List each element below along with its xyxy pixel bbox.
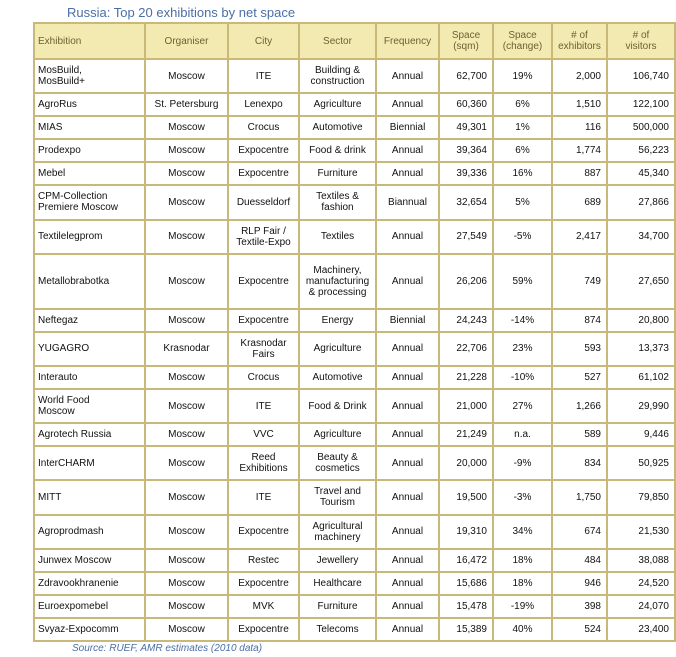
frequency-cell: Annual bbox=[376, 515, 439, 549]
sector-cell: Telecoms bbox=[299, 618, 376, 641]
frequency-cell: Annual bbox=[376, 93, 439, 116]
city-cell: Expocentre bbox=[228, 572, 299, 595]
sector-cell: Textiles & fashion bbox=[299, 185, 376, 219]
space-sqm-cell: 20,000 bbox=[439, 446, 493, 480]
exhibition-cell: Mebel bbox=[34, 162, 145, 185]
visitors-cell: 122,100 bbox=[607, 93, 675, 116]
frequency-cell: Annual bbox=[376, 254, 439, 309]
organiser-cell: Moscow bbox=[145, 254, 228, 309]
frequency-cell: Annual bbox=[376, 480, 439, 514]
space-change-cell: -5% bbox=[493, 220, 552, 254]
organiser-cell: Moscow bbox=[145, 139, 228, 162]
organiser-cell: Moscow bbox=[145, 162, 228, 185]
city-cell: Krasnodar Fairs bbox=[228, 332, 299, 366]
sector-cell: Furniture bbox=[299, 595, 376, 618]
organiser-cell: Moscow bbox=[145, 549, 228, 572]
space-change-cell: 18% bbox=[493, 572, 552, 595]
organiser-cell: Moscow bbox=[145, 572, 228, 595]
city-cell: ITE bbox=[228, 59, 299, 93]
city-cell: ITE bbox=[228, 389, 299, 423]
exhibitors-cell: 2,417 bbox=[552, 220, 607, 254]
space-sqm-cell: 24,243 bbox=[439, 309, 493, 332]
sector-cell: Automotive bbox=[299, 366, 376, 389]
visitors-cell: 79,850 bbox=[607, 480, 675, 514]
exhibitors-cell: 749 bbox=[552, 254, 607, 309]
sector-cell: Agriculture bbox=[299, 332, 376, 366]
space-change-cell: 6% bbox=[493, 93, 552, 116]
space-change-cell: 40% bbox=[493, 618, 552, 641]
table-row bbox=[34, 572, 675, 595]
sector-cell: Agricultural machinery bbox=[299, 515, 376, 549]
sector-cell: Food & Drink bbox=[299, 389, 376, 423]
organiser-cell: Moscow bbox=[145, 618, 228, 641]
city-cell: Expocentre bbox=[228, 618, 299, 641]
organiser-cell: Moscow bbox=[145, 595, 228, 618]
exhibitors-cell: 593 bbox=[552, 332, 607, 366]
exhibition-cell: Textilelegprom bbox=[34, 220, 145, 254]
column-header: Space (change) bbox=[493, 23, 552, 59]
exhibitors-cell: 527 bbox=[552, 366, 607, 389]
column-header: City bbox=[228, 23, 299, 59]
exhibition-cell: AgroRus bbox=[34, 93, 145, 116]
table-row bbox=[34, 480, 675, 514]
column-header: Exhibition bbox=[34, 23, 145, 59]
space-change-cell: 19% bbox=[493, 59, 552, 93]
source-note: Source: RUEF, AMR estimates (2010 data) bbox=[72, 643, 263, 654]
organiser-cell: Moscow bbox=[145, 59, 228, 93]
space-sqm-cell: 21,000 bbox=[439, 389, 493, 423]
frequency-cell: Annual bbox=[376, 572, 439, 595]
exhibition-cell: Interauto bbox=[34, 366, 145, 389]
frequency-cell: Annual bbox=[376, 595, 439, 618]
sector-cell: Machinery, manufacturing & processing bbox=[299, 254, 376, 309]
space-sqm-cell: 21,249 bbox=[439, 423, 493, 446]
organiser-cell: Moscow bbox=[145, 480, 228, 514]
table-row bbox=[34, 254, 675, 309]
space-sqm-cell: 21,228 bbox=[439, 366, 493, 389]
table-row bbox=[34, 515, 675, 549]
column-header: Organiser bbox=[145, 23, 228, 59]
frequency-cell: Annual bbox=[376, 618, 439, 641]
exhibitors-cell: 689 bbox=[552, 185, 607, 219]
organiser-cell: Moscow bbox=[145, 366, 228, 389]
city-cell: Expocentre bbox=[228, 162, 299, 185]
space-change-cell: -14% bbox=[493, 309, 552, 332]
space-change-cell: 23% bbox=[493, 332, 552, 366]
visitors-cell: 23,400 bbox=[607, 618, 675, 641]
frequency-cell: Biennial bbox=[376, 116, 439, 139]
space-sqm-cell: 32,654 bbox=[439, 185, 493, 219]
table-title: Russia: Top 20 exhibitions by net space bbox=[67, 5, 296, 20]
frequency-cell: Biannual bbox=[376, 185, 439, 219]
organiser-cell: St. Petersburg bbox=[145, 93, 228, 116]
organiser-cell: Moscow bbox=[145, 446, 228, 480]
visitors-cell: 21,530 bbox=[607, 515, 675, 549]
visitors-cell: 27,650 bbox=[607, 254, 675, 309]
visitors-cell: 24,520 bbox=[607, 572, 675, 595]
space-change-cell: -3% bbox=[493, 480, 552, 514]
visitors-cell: 50,925 bbox=[607, 446, 675, 480]
visitors-cell: 29,990 bbox=[607, 389, 675, 423]
sector-cell: Agriculture bbox=[299, 423, 376, 446]
exhibitors-cell: 1,750 bbox=[552, 480, 607, 514]
column-header: Space (sqm) bbox=[439, 23, 493, 59]
visitors-cell: 20,800 bbox=[607, 309, 675, 332]
city-cell: Reed Exhibitions bbox=[228, 446, 299, 480]
city-cell: VVC bbox=[228, 423, 299, 446]
sector-cell: Jewellery bbox=[299, 549, 376, 572]
column-header: # of visitors bbox=[607, 23, 675, 59]
exhibition-cell: CPM-Collection Premiere Moscow bbox=[34, 185, 145, 219]
header-row bbox=[34, 23, 675, 59]
space-change-cell: 18% bbox=[493, 549, 552, 572]
city-cell: Expocentre bbox=[228, 515, 299, 549]
table-row bbox=[34, 618, 675, 641]
space-sqm-cell: 22,706 bbox=[439, 332, 493, 366]
visitors-cell: 106,740 bbox=[607, 59, 675, 93]
space-change-cell: 5% bbox=[493, 185, 552, 219]
space-change-cell: n.a. bbox=[493, 423, 552, 446]
exhibitors-cell: 1,774 bbox=[552, 139, 607, 162]
space-sqm-cell: 39,364 bbox=[439, 139, 493, 162]
sector-cell: Healthcare bbox=[299, 572, 376, 595]
city-cell: Restec bbox=[228, 549, 299, 572]
sector-cell: Agriculture bbox=[299, 93, 376, 116]
sector-cell: Automotive bbox=[299, 116, 376, 139]
organiser-cell: Moscow bbox=[145, 116, 228, 139]
city-cell: Expocentre bbox=[228, 254, 299, 309]
visitors-cell: 38,088 bbox=[607, 549, 675, 572]
exhibitors-cell: 398 bbox=[552, 595, 607, 618]
sector-cell: Travel and Tourism bbox=[299, 480, 376, 514]
space-sqm-cell: 60,360 bbox=[439, 93, 493, 116]
frequency-cell: Annual bbox=[376, 139, 439, 162]
table-row bbox=[34, 185, 675, 219]
space-change-cell: 59% bbox=[493, 254, 552, 309]
exhibition-cell: Agroprodmash bbox=[34, 515, 145, 549]
organiser-cell: Moscow bbox=[145, 515, 228, 549]
sector-cell: Textiles bbox=[299, 220, 376, 254]
visitors-cell: 45,340 bbox=[607, 162, 675, 185]
space-sqm-cell: 16,472 bbox=[439, 549, 493, 572]
city-cell: Expocentre bbox=[228, 139, 299, 162]
table-row bbox=[34, 595, 675, 618]
space-sqm-cell: 27,549 bbox=[439, 220, 493, 254]
space-change-cell: 34% bbox=[493, 515, 552, 549]
space-change-cell: 1% bbox=[493, 116, 552, 139]
frequency-cell: Annual bbox=[376, 332, 439, 366]
exhibitors-cell: 524 bbox=[552, 618, 607, 641]
space-sqm-cell: 49,301 bbox=[439, 116, 493, 139]
exhibition-cell: MosBuild, MosBuild+ bbox=[34, 59, 145, 93]
sector-cell: Building & construction bbox=[299, 59, 376, 93]
exhibitors-cell: 116 bbox=[552, 116, 607, 139]
exhibition-cell: Agrotech Russia bbox=[34, 423, 145, 446]
frequency-cell: Annual bbox=[376, 366, 439, 389]
table-row bbox=[34, 116, 675, 139]
city-cell: Expocentre bbox=[228, 309, 299, 332]
exhibitors-cell: 674 bbox=[552, 515, 607, 549]
table-row bbox=[34, 139, 675, 162]
space-sqm-cell: 15,389 bbox=[439, 618, 493, 641]
table-row bbox=[34, 220, 675, 254]
space-sqm-cell: 39,336 bbox=[439, 162, 493, 185]
space-sqm-cell: 26,206 bbox=[439, 254, 493, 309]
visitors-cell: 27,866 bbox=[607, 185, 675, 219]
exhibitors-cell: 887 bbox=[552, 162, 607, 185]
frequency-cell: Biennial bbox=[376, 309, 439, 332]
exhibitors-cell: 589 bbox=[552, 423, 607, 446]
exhibition-cell: Metallobrabotka bbox=[34, 254, 145, 309]
column-header: Frequency bbox=[376, 23, 439, 59]
table-row bbox=[34, 59, 675, 93]
table-row bbox=[34, 309, 675, 332]
sector-cell: Furniture bbox=[299, 162, 376, 185]
space-sqm-cell: 15,686 bbox=[439, 572, 493, 595]
visitors-cell: 24,070 bbox=[607, 595, 675, 618]
space-sqm-cell: 19,310 bbox=[439, 515, 493, 549]
space-change-cell: 6% bbox=[493, 139, 552, 162]
space-change-cell: 16% bbox=[493, 162, 552, 185]
city-cell: Lenexpo bbox=[228, 93, 299, 116]
table-row bbox=[34, 366, 675, 389]
table-row bbox=[34, 332, 675, 366]
city-cell: MVK bbox=[228, 595, 299, 618]
exhibition-cell: Euroexpomebel bbox=[34, 595, 145, 618]
column-header: # of exhibitors bbox=[552, 23, 607, 59]
organiser-cell: Moscow bbox=[145, 185, 228, 219]
exhibitors-cell: 2,000 bbox=[552, 59, 607, 93]
visitors-cell: 9,446 bbox=[607, 423, 675, 446]
exhibition-cell: YUGAGRO bbox=[34, 332, 145, 366]
exhibition-cell: Junwex Moscow bbox=[34, 549, 145, 572]
frequency-cell: Annual bbox=[376, 220, 439, 254]
organiser-cell: Moscow bbox=[145, 220, 228, 254]
space-change-cell: -19% bbox=[493, 595, 552, 618]
table-row bbox=[34, 446, 675, 480]
city-cell: Crocus bbox=[228, 116, 299, 139]
frequency-cell: Annual bbox=[376, 446, 439, 480]
visitors-cell: 500,000 bbox=[607, 116, 675, 139]
table-row bbox=[34, 93, 675, 116]
exhibitors-cell: 1,266 bbox=[552, 389, 607, 423]
city-cell: ITE bbox=[228, 480, 299, 514]
city-cell: RLP Fair / Textile-Expo bbox=[228, 220, 299, 254]
exhibitions-table bbox=[33, 22, 676, 642]
organiser-cell: Moscow bbox=[145, 389, 228, 423]
exhibition-cell: World Food Moscow bbox=[34, 389, 145, 423]
exhibition-cell: Svyaz-Expocomm bbox=[34, 618, 145, 641]
frequency-cell: Annual bbox=[376, 549, 439, 572]
exhibition-cell: MITT bbox=[34, 480, 145, 514]
city-cell: Duesseldorf bbox=[228, 185, 299, 219]
frequency-cell: Annual bbox=[376, 162, 439, 185]
organiser-cell: Moscow bbox=[145, 309, 228, 332]
visitors-cell: 13,373 bbox=[607, 332, 675, 366]
frequency-cell: Annual bbox=[376, 59, 439, 93]
exhibition-cell: Neftegaz bbox=[34, 309, 145, 332]
visitors-cell: 56,223 bbox=[607, 139, 675, 162]
table-row bbox=[34, 389, 675, 423]
visitors-cell: 61,102 bbox=[607, 366, 675, 389]
sector-cell: Energy bbox=[299, 309, 376, 332]
column-header: Sector bbox=[299, 23, 376, 59]
table-row bbox=[34, 549, 675, 572]
sector-cell: Beauty & cosmetics bbox=[299, 446, 376, 480]
sector-cell: Food & drink bbox=[299, 139, 376, 162]
exhibitors-cell: 834 bbox=[552, 446, 607, 480]
space-change-cell: -9% bbox=[493, 446, 552, 480]
table-row bbox=[34, 162, 675, 185]
space-sqm-cell: 15,478 bbox=[439, 595, 493, 618]
frequency-cell: Annual bbox=[376, 389, 439, 423]
exhibitors-cell: 874 bbox=[552, 309, 607, 332]
space-sqm-cell: 19,500 bbox=[439, 480, 493, 514]
table-row bbox=[34, 423, 675, 446]
exhibition-cell: InterCHARM bbox=[34, 446, 145, 480]
exhibition-cell: MIAS bbox=[34, 116, 145, 139]
exhibitors-cell: 946 bbox=[552, 572, 607, 595]
exhibition-cell: Prodexpo bbox=[34, 139, 145, 162]
exhibitors-cell: 484 bbox=[552, 549, 607, 572]
frequency-cell: Annual bbox=[376, 423, 439, 446]
exhibitors-cell: 1,510 bbox=[552, 93, 607, 116]
visitors-cell: 34,700 bbox=[607, 220, 675, 254]
organiser-cell: Krasnodar bbox=[145, 332, 228, 366]
organiser-cell: Moscow bbox=[145, 423, 228, 446]
space-change-cell: -10% bbox=[493, 366, 552, 389]
space-sqm-cell: 62,700 bbox=[439, 59, 493, 93]
exhibition-cell: Zdravookhranenie bbox=[34, 572, 145, 595]
city-cell: Crocus bbox=[228, 366, 299, 389]
space-change-cell: 27% bbox=[493, 389, 552, 423]
